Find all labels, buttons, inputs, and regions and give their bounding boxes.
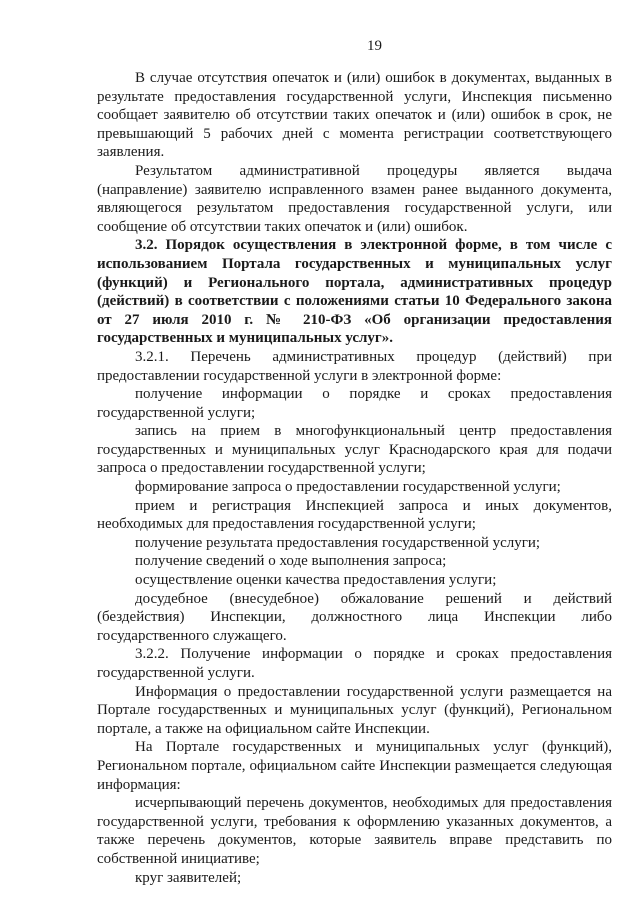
list-item: получение информации о порядке и сроках предоставления государственной услуги; (97, 386, 612, 421)
list-item: получение результата предоставления государственной услуги; (135, 534, 541, 551)
list-item: прием и регистрация Инспекцией запроса и иных документов, необходимых для предоставления государственной услуги; (97, 497, 612, 533)
page-number: 19 (367, 38, 382, 54)
list-item: получение сведений о ходе выполнения запроса; (135, 553, 447, 570)
list-item: запись на прием в многофункциональный центр предоставления государственных и муниципальных услуг Краснодарского края для подачи запроса о предоставлении государственной услуги; (97, 423, 612, 477)
list-item: формирование запроса о предоставлении государственной услуги; (135, 479, 561, 496)
list-item: круг заявителей; (135, 869, 242, 886)
paragraph-no-errors: В случае отсутствия опечаток и (или) ошибок в документах, выданных в результате предоставления государственной услуги, Инспекция письменно сообщает заявителю об отсутствии таких опечаток и (или) ошибок в срок, не превышающий 5 рабочих дней с момента регистрации соответствующего заявления. (97, 70, 612, 161)
list-item: исчерпывающий перечень документов, необходимых для предоставления государственной услуги, требования к оформлению указанных документов, а также перечень документов, которые заявитель вправе представить по собственной инициативе; (97, 795, 612, 867)
list-item: осуществление оценки качества предоставления услуги; (135, 572, 497, 589)
paragraph-3-2-1: 3.2.1. Перечень административных процедур (действий) при предоставлении государственной услуги в электронной форме: (97, 348, 612, 384)
list-item: досудебное (внесудебное) обжалование решений и действий (бездействия) Инспекции, должностного лица Инспекции либо государственного служащего. (97, 590, 612, 644)
paragraph-info-placement: Информация о предоставлении государственной услуги размещается на Портале государственных и муниципальных услуг (функций), Региональном портале, а также на официальном сайте Инспекции. (97, 683, 612, 737)
section-heading-3-2: 3.2. Порядок осуществления в электронной форме, в том числе с использованием Портала государственных и муниципальных услуг (функций) и Регионального портала, административных процедур (действий) в соответствии с положениями статьи 10 Федерального закона от 27 июля 2010 г. № 210-ФЗ «Об организации предоставления государственных и муниципальных услуг». (97, 237, 612, 347)
paragraph-result: Результатом административной процедуры является выдача (направление) заявителю исправленного взамен ранее выданного документа, являющегося результатом предоставления государственной услуги, или сообщение об отсутствии таких опечаток и (или) ошибок. (97, 162, 612, 235)
paragraph-3-2-2: 3.2.2. Получение информации о порядке и сроках предоставления государственной услуги. (97, 646, 612, 681)
paragraph-portal-info: На Портале государственных и муниципальных услуг (функций), Региональном портале, официальном сайте Инспекции размещается следующая информация: (97, 739, 612, 793)
